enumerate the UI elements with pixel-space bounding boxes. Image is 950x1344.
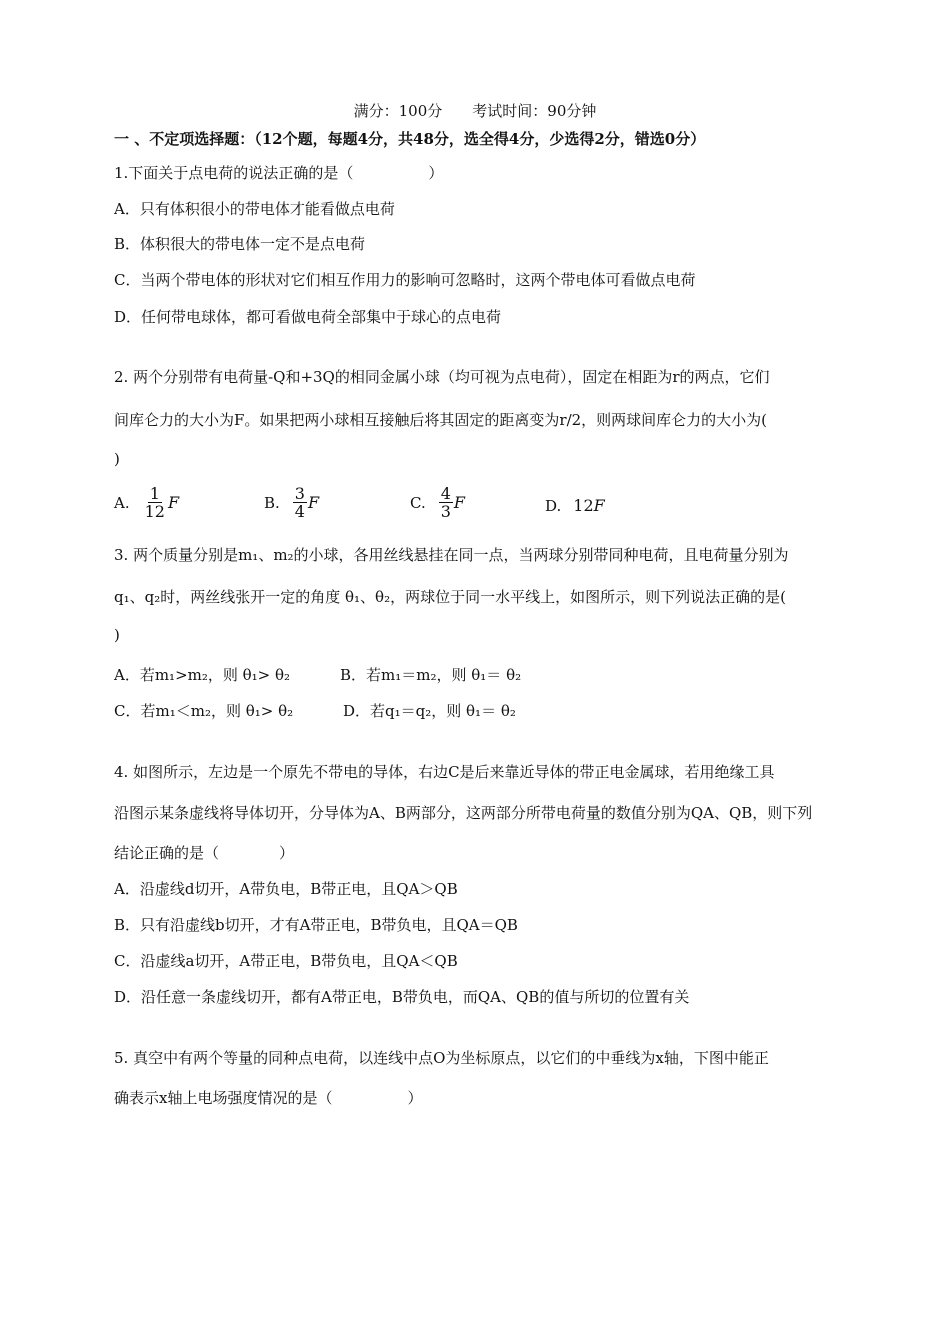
q1-stem: 1.下面关于点电荷的说法正确的是（ ） xyxy=(114,164,444,182)
q2-option-a-denominator: 12 xyxy=(144,502,165,521)
q3-option-c: C．若m₁＜m₂，则 θ₁> θ₂ xyxy=(114,702,294,720)
q2-option-c-fraction xyxy=(439,485,453,520)
q2-option-d-label: D. xyxy=(545,496,562,515)
q1-option-a: A．只有体积很小的带电体才能看做点电荷 xyxy=(114,200,395,218)
q2-option-b-denominator: 4 xyxy=(294,502,305,521)
q5-line-2: 确表示x轴上电场强度情况的是（ ） xyxy=(114,1089,423,1107)
q2-option-c-denominator: 3 xyxy=(440,502,451,521)
q4-option-b: B．只有沿虚线b切开，才有A带正电，B带负电，且QA＝QB xyxy=(114,916,518,934)
q2-line-3: ) xyxy=(114,450,120,468)
q3-option-b: B．若m₁＝m₂，则 θ₁＝ θ₂ xyxy=(340,666,522,684)
q4-line-1: 4. 如图所示，左边是一个原先不带电的导体，右边C是后来靠近导体的带正电金属球，若用绝缘工具 xyxy=(114,763,775,781)
q1-option-c: C．当两个带电体的形状对它们相互作用力的影响可忽略时，这两个带电体可看做点电荷 xyxy=(114,271,696,289)
q1-option-d: D．任何带电球体，都可看做电荷全部集中于球心的点电荷 xyxy=(114,308,502,326)
section-title: 一 、不定项选择题：（12个题，每题4分，共48分，选全得4分，少选得2分，错选0分） xyxy=(114,130,706,148)
q2-option-b-label: B. xyxy=(264,493,280,512)
q4-line-3: 结论正确的是（ ） xyxy=(114,844,295,862)
q2-option-b-variable: F xyxy=(307,493,320,512)
q3-line-2: q₁、q₂时，两丝线张开一定的角度 θ₁、θ₂，两球位于同一水平线上，如图所示，则下列说法正确的是( xyxy=(114,588,786,606)
q2-option-c xyxy=(410,485,465,520)
q2-option-b-numerator: 3 xyxy=(294,484,305,503)
q2-option-a-numerator: 1 xyxy=(149,484,160,503)
q4-option-c: C．沿虚线a切开，A带正电，B带负电，且QA＜QB xyxy=(114,952,458,970)
q3-option-a: A．若m₁>m₂，则 θ₁> θ₂ xyxy=(114,666,291,684)
q2-option-d-variable: F xyxy=(593,496,605,515)
q2-option-c-label: C. xyxy=(410,493,426,512)
q2-line-2: 间库仑力的大小为F。如果把两小球相互接触后将其固定的距离变为r/2，则两球间库仑力的大小为( xyxy=(114,411,768,429)
q4-option-a: A．沿虚线d切开，A带负电，B带正电，且QA＞QB xyxy=(114,880,458,898)
q2-option-c-numerator: 4 xyxy=(440,484,451,503)
q2-option-a-variable: F xyxy=(167,493,180,512)
q3-line-3: ) xyxy=(114,626,120,644)
q2-option-a-label: A. xyxy=(114,493,130,512)
q4-option-d: D．沿任意一条虚线切开，都有A带正电，B带负电，而QA、QB的值与所切的位置有关 xyxy=(114,988,690,1006)
q2-option-a xyxy=(114,485,179,520)
q2-option-a-fraction xyxy=(143,485,167,520)
q2-option-b-fraction xyxy=(293,485,307,520)
q3-line-1: 3. 两个质量分别是m₁、m₂的小球，各用丝线悬挂在同一点，当两球分别带同种电荷，且电荷量分别为 xyxy=(114,546,789,564)
q2-option-c-variable: F xyxy=(453,493,466,512)
q4-line-2: 沿图示某条虚线将导体切开，分导体为A、B两部分，这两部分所带电荷量的数值分别为QA、QB，则下列 xyxy=(114,804,813,822)
q2-line-1: 2. 两个分别带有电荷量-Q和+3Q的相同金属小球（均可视为点电荷），固定在相距为r的两点，它们 xyxy=(114,368,770,386)
q5-line-1: 5. 真空中有两个等量的同种点电荷，以连线中点O为坐标原点，以它们的中垂线为x轴，下图中能正 xyxy=(114,1049,769,1067)
q2-option-d-coefficient: 12 xyxy=(573,496,594,515)
q1-option-b: B．体积很大的带电体一定不是点电荷 xyxy=(114,235,366,253)
q3-option-d: D．若q₁＝q₂，则 θ₁＝ θ₂ xyxy=(343,702,516,720)
q2-option-d xyxy=(545,496,605,515)
exam-header: 满分：100分 考试时间：90分钟 xyxy=(353,102,597,120)
q2-option-b xyxy=(264,485,319,520)
